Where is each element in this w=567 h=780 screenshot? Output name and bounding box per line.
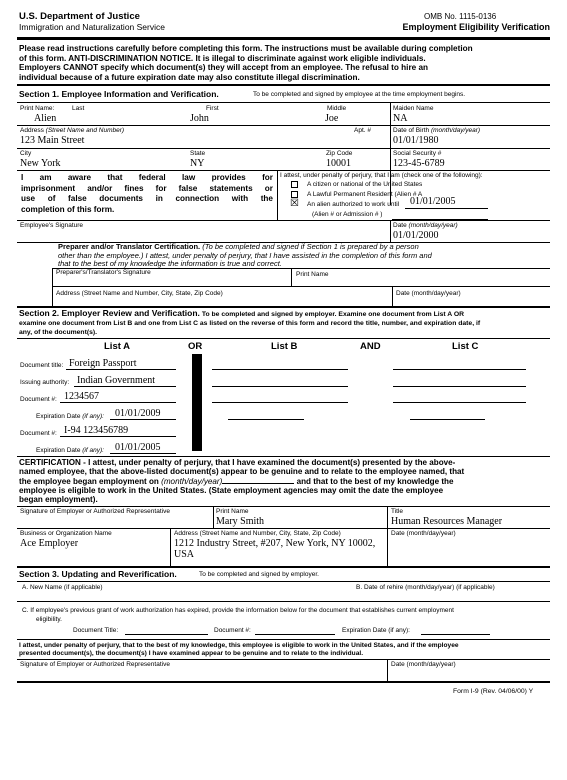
document-number-2-label: Document #:	[20, 430, 57, 437]
new-name-label: A. New Name (if applicable)	[22, 584, 103, 591]
docnum2-underline	[60, 436, 176, 437]
s1-date-field[interactable]: 01/01/2000	[393, 230, 439, 241]
s1-date-label	[393, 222, 458, 229]
employer-address-line: 1212 Industry Street, #207, New York, NY 10002,	[174, 538, 376, 549]
list-c-underline	[410, 419, 485, 420]
zip-label: Zip Code	[326, 150, 353, 157]
expiration-label-text: Expiration Date	[36, 413, 81, 420]
divider	[17, 102, 550, 103]
list-c-underline	[393, 386, 526, 387]
citizen-option: A citizen or national of the United States	[307, 181, 423, 188]
perjury-line: use of false documents in connection with the	[21, 194, 273, 203]
maiden-name-field[interactable]: NA	[393, 113, 408, 124]
address-label-text: Address	[20, 127, 44, 134]
section1-title: Section 1. Employee Information and Verification.	[19, 89, 219, 99]
list-b-header: List B	[271, 341, 298, 352]
reverification-label	[22, 606, 454, 624]
expiration-2-field[interactable]: 01/01/2005	[115, 442, 161, 453]
s3-attest-line: presented document(s), the document(s) I have examined appear to be genuine and to relate to the individual.	[19, 650, 364, 657]
instructions-line: Please read instructions carefully before completing this form. The instructions must be available during completion	[19, 44, 473, 53]
list-b-underline	[212, 369, 348, 370]
divider	[52, 286, 550, 287]
s3-doc-title-underline	[125, 634, 208, 635]
divider	[17, 125, 550, 126]
dob-hint: (month/day/year)	[430, 127, 481, 134]
divider	[17, 220, 550, 221]
maiden-name-label: Maiden Name	[393, 105, 434, 112]
lpr-option: A Lawful Permanent Resident (Alien # A	[307, 191, 423, 198]
form-title: Employment Eligibility Verification	[402, 22, 550, 32]
divider	[17, 659, 550, 660]
divider	[392, 286, 393, 306]
s3-exp-underline	[421, 634, 490, 635]
cert-text: the employee began employment on	[19, 476, 159, 486]
divider	[170, 528, 171, 566]
certification-line: began employment).	[19, 495, 98, 505]
section2-line: examine one document from List B and one from List C as listed on the reverse of this form and record the title, number, and expiration date, if	[19, 320, 481, 327]
first-name-field[interactable]: John	[190, 113, 209, 124]
employer-name-label: Print Name	[216, 508, 249, 515]
employer-date-label: Date (month/day/year)	[391, 530, 456, 537]
list-c-header: List C	[452, 341, 479, 352]
preparer-signature-label: Preparer's/Translator's Signature	[56, 269, 151, 276]
list-a-header: List A	[104, 341, 131, 352]
dob-label	[393, 127, 480, 134]
employer-address-field[interactable]	[174, 538, 375, 560]
state-label: State	[190, 150, 206, 157]
reverification-line: eligibility.	[36, 616, 62, 623]
last-name-label: Last	[72, 105, 85, 112]
alien-checkbox[interactable]: ☒	[290, 198, 299, 209]
certification-block	[19, 458, 551, 504]
employee-signature-label: Employee's Signature	[20, 222, 84, 229]
alien-admission-label: (Alien # or Admission # )	[312, 211, 383, 218]
city-label: City	[20, 150, 32, 157]
omb-number: OMB No. 1115-0136	[424, 12, 497, 21]
divider	[17, 601, 550, 602]
apt-label: Apt. #	[354, 127, 371, 134]
preparer-address-label: Address (Street Name and Number, City, State, Zip Code)	[56, 290, 223, 297]
citizen-checkbox[interactable]	[291, 181, 298, 188]
alien-option: An alien authorized to work until	[307, 201, 400, 208]
section2-line	[19, 309, 549, 319]
perjury-line: completion of this form.	[21, 204, 115, 214]
middle-name-field[interactable]: Joe	[325, 113, 339, 124]
issuing-authority-field[interactable]: Indian Government	[77, 375, 156, 386]
preparer-date-label: Date (month/day/year)	[396, 290, 461, 297]
city-field[interactable]: New York	[20, 158, 61, 169]
certification-line: CERTIFICATION - I attest, under penalty of perjury, that I have examined the document(s) presented by the above-	[19, 458, 456, 467]
instructions-block	[19, 44, 552, 82]
divider	[387, 506, 388, 566]
divider	[17, 148, 550, 149]
address-hint: (Street Name and Number)	[45, 127, 125, 134]
list-b-underline	[212, 386, 348, 387]
organization-field[interactable]: Ace Employer	[20, 538, 79, 549]
organization-label: Business or Organization Name	[20, 530, 112, 537]
divider	[17, 639, 550, 640]
state-field[interactable]: NY	[190, 158, 205, 169]
middle-name-label: Middle	[327, 105, 347, 112]
employer-address-line: USA	[174, 549, 195, 560]
section3-title: Section 3. Updating and Reverification.	[19, 569, 177, 579]
expiration-label	[36, 413, 104, 420]
s3-date-label: Date (month/day/year)	[391, 661, 456, 668]
department-name: U.S. Department of Justice	[19, 11, 140, 22]
s3-doc-title-label: Document Title:	[73, 627, 119, 634]
preparer-name-label: Print Name	[296, 271, 329, 278]
section1-subtitle: To be completed and signed by employee at the time employment begins.	[253, 91, 466, 98]
expiration-2-label-text: Expiration Date	[36, 447, 81, 454]
address-label	[20, 127, 124, 134]
divider	[17, 506, 550, 507]
divider	[17, 456, 550, 457]
expiration-2-label	[36, 447, 104, 454]
section2-header	[19, 309, 549, 337]
cert-text: and that to the best of my knowledge the	[296, 476, 454, 486]
form-number: Form I-9 (Rev. 04/06/00) Y	[453, 688, 534, 695]
employer-signature-label: Signature of Employer or Authorized Representative	[20, 508, 170, 515]
certification-line	[19, 477, 551, 486]
divider	[277, 170, 278, 220]
header-rule	[17, 37, 550, 40]
dob-label-text: Date of Birth	[393, 127, 430, 134]
exp-underline	[110, 419, 176, 420]
first-name-label: First	[206, 105, 219, 112]
doc-title-field[interactable]: Foreign Passport	[69, 358, 137, 369]
docnum-underline	[60, 402, 176, 403]
exp2-underline	[110, 453, 176, 454]
dob-field[interactable]: 01/01/1980	[393, 135, 439, 146]
divider	[17, 170, 550, 171]
instructions-line: Employers CANNOT specify which document(s) they will accept from an employee. The refusal to hire an	[19, 63, 429, 72]
reverification-line: C. If employee's previous grant of work authorization has expired, provide the information below for the document that establishes current employment	[22, 607, 454, 614]
expiration-2-hint: (if any):	[82, 447, 104, 454]
preparer-text: other than the employee.) I attest, under penalty of perjury, that I have assisted in the completion of this form and	[58, 250, 432, 260]
divider	[390, 102, 391, 205]
bottom-rule	[17, 681, 550, 683]
divider	[387, 659, 388, 681]
cert-hint: (month/day/year)	[161, 476, 223, 486]
zip-field[interactable]: 10001	[326, 158, 351, 169]
instructions-line: individual because of a future expiration date may also constitute illegal discrimination.	[19, 72, 360, 82]
certification-line: employee is eligible to work in the United States. (State employment agencies may omit the date the employee	[19, 485, 444, 495]
preparer-title: Preparer and/or Translator Certification.	[58, 242, 201, 251]
list-b-underline	[212, 402, 348, 403]
document-number-label: Document #:	[20, 396, 57, 403]
s3-docnum-label: Document #:	[214, 627, 251, 634]
list-c-underline	[393, 369, 526, 370]
doc-title-underline	[66, 369, 176, 370]
section2-title: Section 2. Employer Review and Verification.	[19, 308, 200, 318]
divider	[17, 581, 550, 582]
ssn-label: Social Security #	[393, 150, 442, 157]
expiration-hint: (if any):	[82, 413, 104, 420]
ssn-field[interactable]: 123-45-6789	[393, 158, 445, 169]
s1-date-hint: (month/day/year)	[408, 222, 458, 229]
work-until-underline	[405, 208, 488, 209]
perjury-line: I am aware that federal law provides for	[21, 173, 273, 182]
divider	[213, 506, 214, 528]
preparer-text: (To be completed and signed if Section 1 is prepared by a person	[202, 242, 419, 251]
section2-line: any, of the document(s).	[19, 329, 98, 336]
divider	[17, 528, 550, 529]
divider	[52, 268, 53, 306]
employer-name-field[interactable]: Mary Smith	[216, 516, 265, 527]
or-separator-bar	[192, 354, 202, 451]
employer-address-label: Address (Street Name and Number, City, State, Zip Code)	[174, 530, 341, 537]
s3-docnum-underline	[255, 634, 335, 635]
document-number-2-field[interactable]: I-94 123456789	[64, 425, 129, 436]
divider	[390, 220, 391, 242]
address-field[interactable]: 123 Main Street	[20, 135, 85, 146]
s1-date-text: Date	[393, 222, 407, 229]
list-c-underline	[393, 402, 526, 403]
rehire-date-label: B. Date of rehire (month/day/year) (if applicable)	[356, 584, 495, 591]
attest-label: I attest, under penalty of perjury, that I am (check one of the following):	[280, 172, 483, 179]
employer-title-label: Title	[391, 508, 404, 515]
s3-attest-line: I attest, under penalty of perjury, that to the best of my knowledge, this employee is eligible to work in the United States, and if the employee	[19, 642, 459, 649]
section3-top-rule	[17, 566, 550, 568]
last-name-field[interactable]: Alien	[34, 113, 57, 124]
perjury-line: imprisonment and/or fines for false statements or	[21, 183, 273, 193]
issuing-authority-label: Issuing authority:	[20, 379, 70, 386]
s3-signature-label: Signature of Employer or Authorized Representative	[20, 661, 170, 668]
list-b-underline	[228, 419, 304, 420]
agency-name: Immigration and Naturalization Service	[19, 22, 165, 32]
divider	[291, 268, 292, 286]
document-number-field[interactable]: 1234567	[64, 391, 99, 402]
certification-line: named employee, that the above-listed document(s) appear to be genuine and to relate to the employee named, that	[19, 467, 465, 477]
divider	[17, 338, 550, 339]
authority-underline	[74, 386, 176, 387]
expiration-field[interactable]: 01/01/2009	[115, 408, 161, 419]
work-until-date[interactable]: 01/01/2005	[410, 196, 456, 207]
lpr-checkbox[interactable]	[291, 191, 298, 198]
employer-title-field[interactable]: Human Resources Manager	[391, 516, 503, 527]
s3-exp-label: Expiration Date (if any):	[342, 627, 410, 634]
and-header: AND	[360, 341, 381, 352]
or-header: OR	[188, 341, 203, 352]
print-name-label: Print Name:	[20, 105, 55, 112]
section3-subtitle: To be completed and signed by employer.	[199, 571, 319, 578]
preparer-block	[58, 243, 548, 269]
perjury-warning	[21, 173, 273, 215]
section2-text: To be completed and signed by employer. Examine one document from List A OR	[201, 311, 465, 318]
section1-top-rule	[17, 84, 550, 86]
s3-attestation	[19, 642, 551, 658]
instructions-line: of this form. ANTI-DISCRIMINATION NOTICE. It is illegal to discriminate against work eligible individuals.	[19, 53, 426, 63]
doc-title-label: Document title:	[20, 362, 64, 369]
preparer-text: that to the best of my knowledge the information is true and correct.	[58, 259, 282, 268]
